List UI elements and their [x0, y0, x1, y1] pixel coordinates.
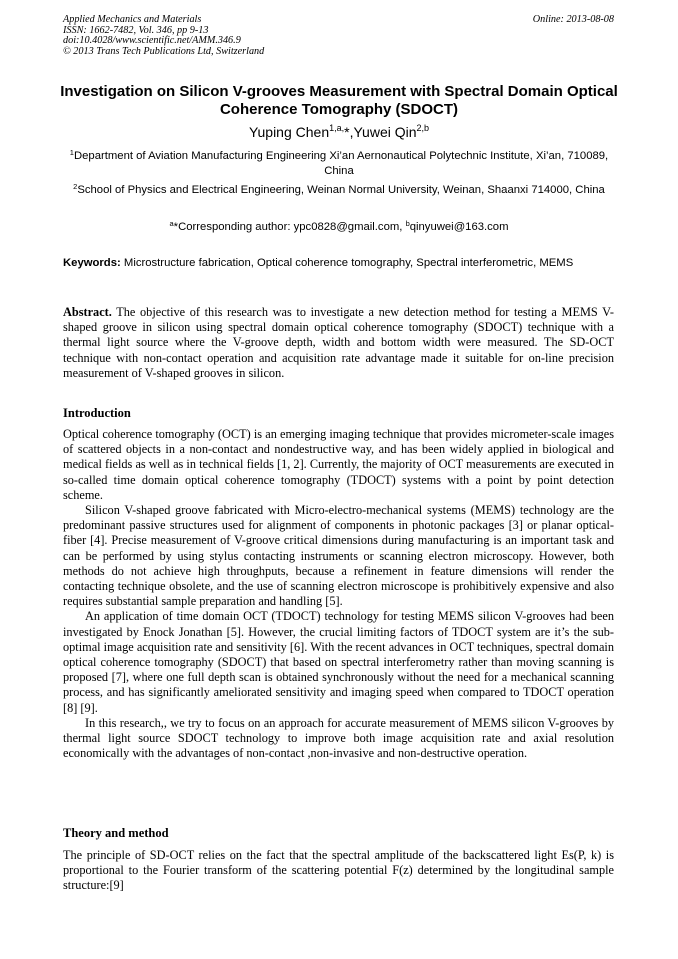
- copyright-line: © 2013 Trans Tech Publications Ltd, Switzerland: [63, 45, 265, 57]
- author-superscript: 2,b: [416, 123, 430, 133]
- author-superscript: 1,a,: [329, 123, 345, 133]
- section-heading-introduction: Introduction: [63, 406, 131, 420]
- introduction-body: [63, 427, 614, 761]
- author-separator: ,: [349, 124, 354, 140]
- paragraph: Silicon V-shaped groove fabricated with Micro-electro-mechanical systems (MEMS) technology are the predominant passive structures used for alignment of components in photonic packages [3] or planar optical-fiber [4]. Precise measurement of V-groove critical dimensions during manufacturing is an important task and can be performed by using stylus contacting instruments or scanning electron microscopy. However, both methods do not achieve high throughputs, because a refinement in feature dimensions will render the contacting technique obsolete, and the use of scanning electron microscope is prohibitively expensive and also requires substantial sample preparation and handling [5].: [63, 503, 614, 609]
- author-name: Yuping Chen: [248, 124, 330, 140]
- paragraph: Optical coherence tomography (OCT) is an emerging imaging technique that provides micrometer-scale images of scattered objects in a non-contact and nondestructive way, and has been widely applied in biological and medical fields as well as in technical fields [1, 2]. Currently, the majority of OCT measurements are executed in so-called time domain optical coherence tomography (TDOCT) systems with a point by point detection scheme.: [63, 427, 614, 502]
- email-text: qinyuwei@163.com: [409, 221, 509, 233]
- keywords-text: Microstructure fabrication, Optical coherence tomography, Spectral interferometric, MEMS: [120, 257, 574, 269]
- paragraph: The principle of SD-OCT relies on the fact that the spectral amplitude of the backscattered light Es(P, k) is proportional to the Fourier transform of the scattering potential F(z) determined by the longitudinal sample structure:[9]: [63, 848, 614, 893]
- issn-line: ISSN: 1662-7482, Vol. 346, pp 9-13: [63, 24, 209, 36]
- abstract-label: Abstract.: [63, 305, 112, 319]
- corresponding-author: [60, 220, 618, 235]
- affiliation-text: Department of Aviation Manufacturing Engineering Xi’an Aernonautical Polytechnic Institute, Xi’an, 710089, China: [73, 150, 609, 177]
- author-line: [40, 123, 638, 141]
- abstract-text: The objective of this research was to investigate a new detection method for testing a MEMS V-shaped groove in silicon using spectral domain optical coherence tomography (SDOCT) technique with a thermal light source where the V-groove depth, width and bottom width were measured. The SD-OCT technique with non-contact operation and acquisition rate advantage made it suitable for on-line precision measurement of V-shaped grooves in silicon.: [63, 305, 614, 380]
- affiliation-marker: 2: [73, 182, 78, 191]
- affiliation-marker: a: [169, 219, 174, 228]
- section-heading-theory: Theory and method: [63, 826, 169, 840]
- paragraph: In this research,, we try to focus on an approach for accurate measurement of MEMS silicon V-grooves by thermal light source SDOCT technology to improve both image acquisition rate and axial resolution economically with the advantages of non-contact ,non-invasive and non-destructive operation.: [63, 715, 614, 761]
- online-date: Online: 2013-08-08: [532, 14, 614, 25]
- corresponding-mark: *: [344, 124, 350, 140]
- paper-title: Investigation on Silicon V-grooves Measurement with Spectral Domain Optical Coherence Tomography (SDOCT): [60, 83, 618, 118]
- affiliation-1: [60, 149, 618, 178]
- affiliation-2: [60, 183, 618, 198]
- corresponding-text: *Corresponding author: ypc0828@gmail.com,: [173, 221, 406, 233]
- keywords-block: [63, 256, 614, 270]
- affiliation-marker: b: [405, 219, 410, 228]
- affiliation-text: School of Physics and Electrical Engineering, Weinan Normal University, Weinan, Shaanxi 714000, China: [77, 184, 605, 196]
- journal-name: Applied Mechanics and Materials: [63, 14, 202, 25]
- author-name: Yuwei Qin: [353, 124, 417, 140]
- affiliation-marker: 1: [69, 148, 74, 157]
- theory-body: [63, 848, 614, 894]
- paragraph: An application of time domain OCT (TDOCT) technology for testing MEMS silicon V-grooves had been investigated by Enock Jonathan [5]. However, the crucial limiting factors of TDOCT system are it’s the sub-optimal image acquisition rate and sensitivity [6]. With the recent advances in OCT techniques, spectral domain optical coherence tomography (SDOCT) that based on spectral interferometry rather than moving scanning is proposed [7], where one full depth scan is obtained synchronously without the need for a mechanical scanning process, and has significantly ameliorated sensitivity and imaging speed when compared to TDOCT operation [8] [9].: [63, 609, 614, 715]
- abstract-block: [63, 305, 614, 381]
- keywords-label: Keywords:: [63, 257, 121, 269]
- doi-line: doi:10.4028/www.scientific.net/AMM.346.9: [63, 35, 241, 47]
- journal-header: [63, 15, 264, 57]
